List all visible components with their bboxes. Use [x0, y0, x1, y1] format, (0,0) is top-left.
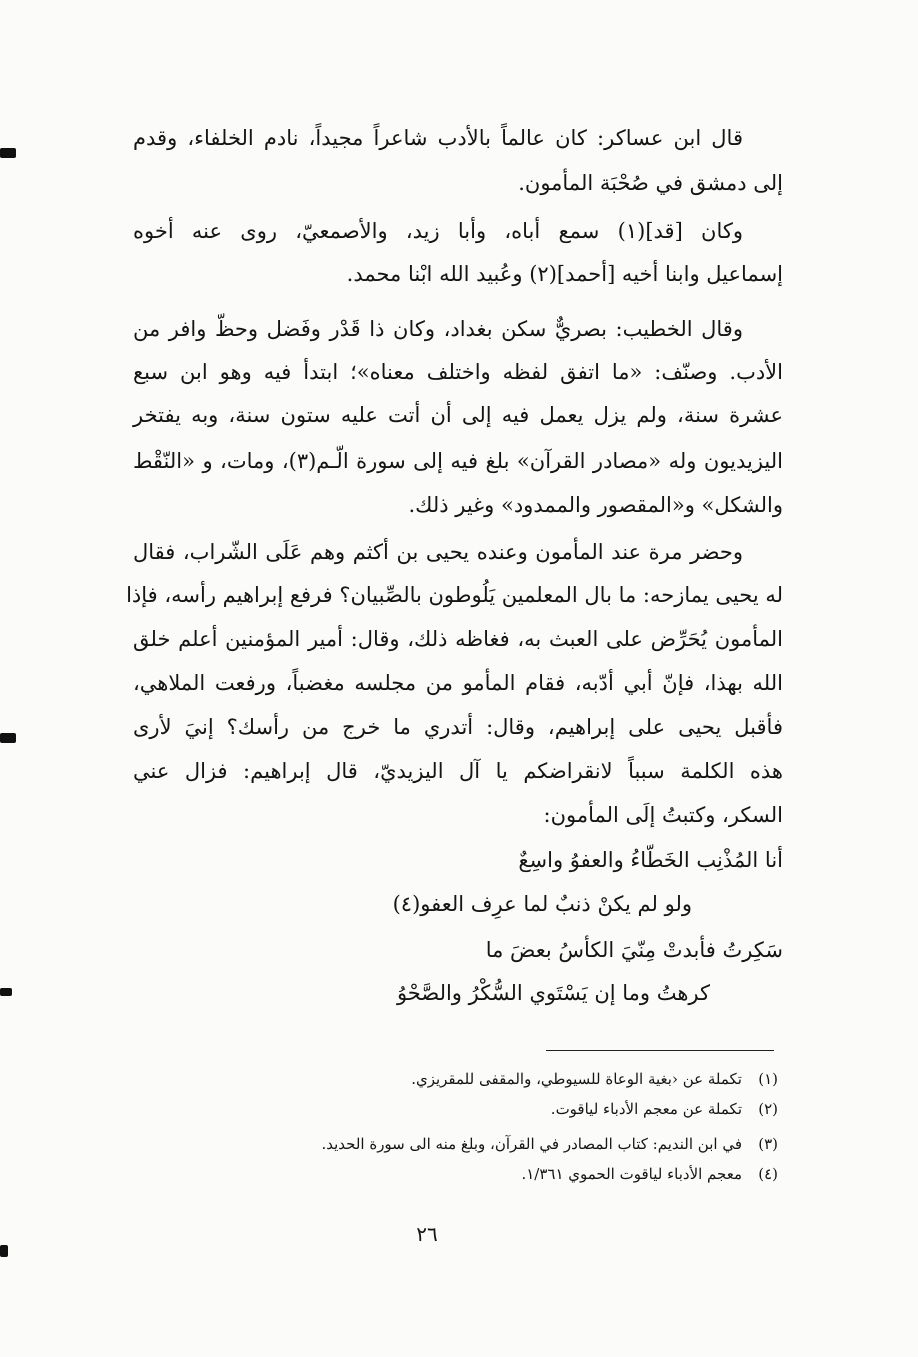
para3-line3: عشرة سنة، ولم يزل يعمل فيه إلى أن أتت عليه ستون سنة، وبه يفتخر	[133, 403, 783, 427]
footnote-1	[411, 1068, 778, 1090]
para4-line2: له يحيى يمازحه: ما بال المعلمين يَلُوطون بالصِّبيان؟ فرفع إبراهيم رأسه، فإذا	[126, 583, 783, 607]
footnote-4-text: معجم الأدباء لياقوت الحموي ١/٣٦١.	[521, 1165, 742, 1183]
para4-line3: المأمون يُحَرِّض على العبث به، فغاظه ذلك، وقال: أمير المؤمنين أعلم خلق	[133, 627, 783, 651]
verse-line3: سَكِرتُ فأبدتْ مِنّيَ الكأسُ بعضَ ما	[485, 938, 783, 962]
para2-line2: إسماعيل وابنا أخيه [أحمد](٢) وعُبيد الله ابْنا محمد.	[346, 262, 783, 286]
page-number: ٢٦	[416, 1222, 438, 1246]
para3-line2: الأدب. وصنّف: «ما اتفق لفظه واختلف معناه»؛ ابتدأ فيه وهو ابن سبع	[133, 360, 783, 384]
para1-line1: قال ابن عساكر: كان عالماً بالأدب شاعراً مجيداً، نادم الخلفاء، وقدم	[133, 126, 743, 150]
footnote-4	[521, 1163, 778, 1185]
footnote-4-number: (٤)	[758, 1165, 778, 1183]
footnote-3-number: (٣)	[758, 1135, 778, 1153]
verse-line4: كرهتُ وما إن يَسْتَوي السُّكْرُ والصَّحْوُ	[396, 981, 710, 1005]
para2-line1: وكان [قد](١) سمع أباه، وأبا زيد، والأصمعيّ، روى عنه أخوه	[133, 219, 743, 243]
footnote-3	[321, 1133, 778, 1155]
scan-edge-mark	[0, 988, 12, 996]
footnote-2-number: (٢)	[758, 1100, 778, 1118]
footnote-1-text: تكملة عن ‹بغية الوعاة للسيوطي، والمقفى للمقريزي.	[411, 1070, 742, 1088]
para3-line4: اليزيديون وله «مصادر القرآن» بلغ فيه إلى سورة الّـم(٣)، ومات، و «النّقْط	[133, 449, 784, 473]
verse-line1: أنا المُذْنِب الخَطّاءُ والعفوُ واسِعٌ	[518, 848, 783, 872]
para4-line7: السكر، وكتبتُ إلَى المأمون:	[543, 803, 783, 827]
footnote-1-number: (١)	[758, 1070, 778, 1088]
footnote-divider	[546, 1050, 774, 1051]
para3-line5: والشكل» و«المقصور والممدود» وغير ذلك.	[408, 493, 783, 517]
para4-line5: فأقبل يحيى على إبراهيم، وقال: أتدري ما خرج من رأسك؟ إنيَ لأرى	[133, 715, 783, 739]
verse-line2: ولو لم يكنْ ذنبٌ لما عرِف العفو(٤)	[392, 892, 692, 916]
footnote-2-text: تكملة عن معجم الأدباء لياقوت.	[550, 1100, 742, 1118]
para1-line2: إلى دمشق في صُحْبَة المأمون.	[518, 171, 783, 195]
para3-line1: وقال الخطيب: بصريٌّ سكن بغداد، وكان ذا قَدْر وفَضل وحظّ وافر من	[133, 317, 743, 341]
footnote-3-text: في ابن النديم: كتاب المصادر في القرآن، وبلغ منه الى سورة الحديد.	[321, 1135, 742, 1153]
footnote-2	[551, 1098, 778, 1120]
para4-line4: الله بهذا، فإنّ أبي أدّبه، فقام المأمو من مجلسه مغضباً، ورفعت الملاهي،	[133, 671, 783, 695]
scan-edge-mark	[0, 148, 16, 158]
scan-edge-mark	[0, 733, 16, 743]
scan-edge-mark	[0, 1245, 8, 1257]
para4-line6: هذه الكلمة سبباً لانقراضكم يا آل اليزيديّ، قال إبراهيم: فزال عني	[133, 759, 783, 783]
para4-line1: وحضر مرة عند المأمون وعنده يحيى بن أكثم وهم عَلَى الشّراب، فقال	[133, 540, 743, 564]
